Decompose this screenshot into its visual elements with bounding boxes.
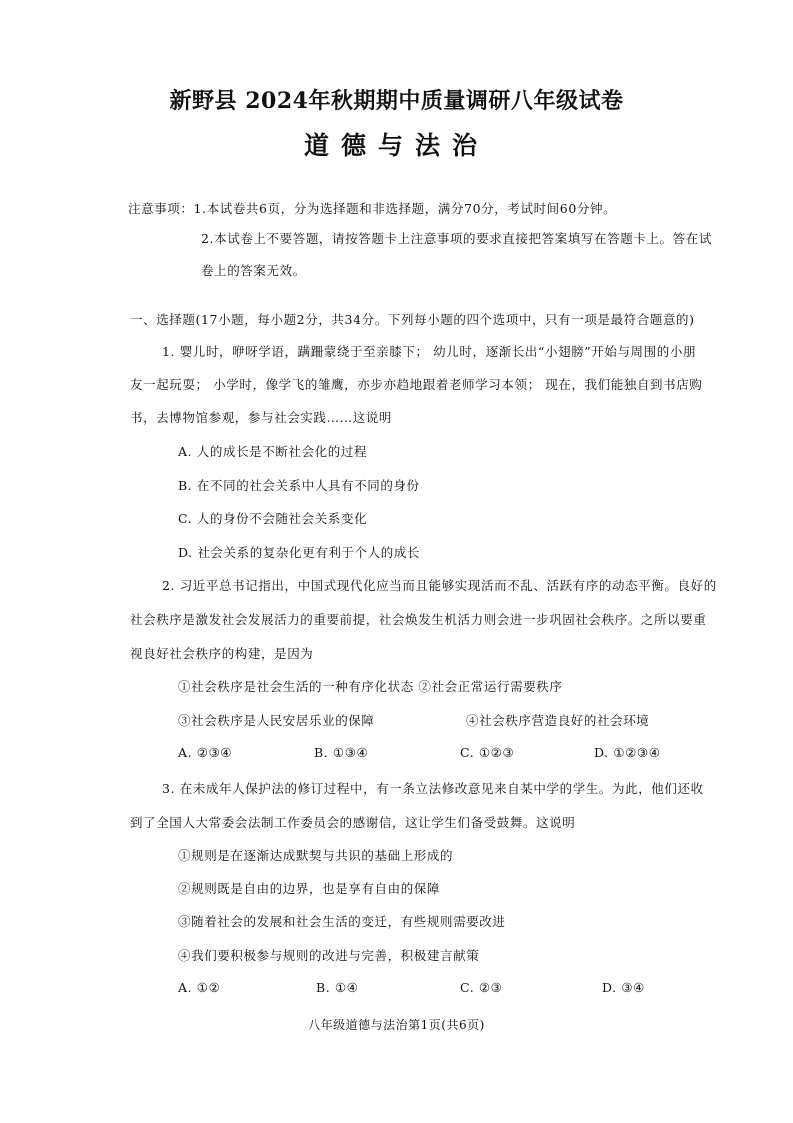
section-heading: 一、选择题(17小题，每小题2分，共34分。下列每小题的四个选项中，只有一项是最符合题意的) xyxy=(130,312,695,327)
q3-item-3: ③随着社会的发展和社会生活的变迁，有些规则需要改进 xyxy=(178,914,506,929)
q2-option-b: B. ①③④ xyxy=(314,745,369,760)
q3-stem-line-1: 3. 在未成年人保护法的修订过程中，有一条立法修改意见来自某中学的学生。为此，他们还收 xyxy=(162,781,704,796)
q3-item-2: ②规则既是自由的边界，也是享有自由的保障 xyxy=(178,881,441,896)
q2-option-a: A. ②③④ xyxy=(178,745,233,760)
q3-option-b: B. ①④ xyxy=(316,980,359,995)
q3-option-d: D. ③④ xyxy=(602,980,645,995)
q2-stem-line-2: 社会秩序是激发社会发展活力的重要前提，社会焕发生机活力则会进一步巩固社会秩序。之所以要重 xyxy=(130,612,707,627)
q2-option-c: C. ①②③ xyxy=(460,745,515,760)
q2-items-1-2: ①社会秩序是社会生活的一种有序化状态 ②社会正常运行需要秩序 xyxy=(178,679,563,694)
page-footer: 八年级道德与法治第1页(共6页) xyxy=(308,1018,485,1032)
q2-stem-line-1: 2. 习近平总书记指出，中国式现代化应当而且能够实现活而不乱、活跃有序的动态平衡。良好的 xyxy=(162,578,717,593)
notice-line-2: 2.本试卷上不要答题，请按答题卡上注意事项的要求直接把答案填写在答题卡上。答在试 xyxy=(201,231,712,246)
q1-stem-line-2: 友一起玩耍； 小学时，像学飞的雏鹰，亦步亦趋地跟着老师学习本领； 现在，我们能独自到书店购 xyxy=(130,377,703,392)
q1-option-b: B. 在不同的社会关系中人具有不同的身份 xyxy=(178,478,420,493)
q3-option-c: C. ②③ xyxy=(460,980,503,995)
q1-option-d: D. 社会关系的复杂化更有利于个人的成长 xyxy=(178,545,421,560)
q3-item-4: ④我们要积极参与规则的改进与完善，积极建言献策 xyxy=(178,948,480,963)
q3-option-a: A. ①② xyxy=(178,980,221,995)
q3-stem-line-2: 到了全国人大常委会法制工作委员会的感谢信，这让学生们备受鼓舞。这说明 xyxy=(130,815,576,830)
q1-stem-line-3: 书，去博物馆参观，参与社会实践……这说明 xyxy=(130,410,393,425)
q1-stem-line-1: 1. 婴儿时，咿呀学语，蹒跚蒙绕于至亲膝下； 幼儿时，逐渐长出“小翅膀”开始与周围的小朋 xyxy=(162,344,697,359)
q2-option-d: D. ①②③④ xyxy=(594,745,661,760)
q3-item-1: ①规则是在逐渐达成默契与共识的基础上形成的 xyxy=(178,848,454,863)
q2-stem-line-3: 视良好社会秩序的构建，是因为 xyxy=(130,646,314,661)
exam-title: 新野县 2024年秋期期中质量调研八年级试卷 xyxy=(169,88,624,114)
q1-option-a: A. 人的成长是不断社会化的过程 xyxy=(178,444,368,459)
subject-title: 道德与法治 xyxy=(303,131,489,160)
notice-line-1: 注意事项：1.本试卷共6页，分为选择题和非选择题，满分70分，考试时间60分钟。 xyxy=(128,201,617,216)
notice-line-3: 卷上的答案无效。 xyxy=(201,263,306,278)
q2-item-4: ④社会秩序营造良好的社会环境 xyxy=(466,713,650,728)
q1-option-c: C. 人的身份不会随社会关系变化 xyxy=(178,511,368,526)
q2-item-3: ③社会秩序是人民安居乐业的保障 xyxy=(178,713,375,728)
